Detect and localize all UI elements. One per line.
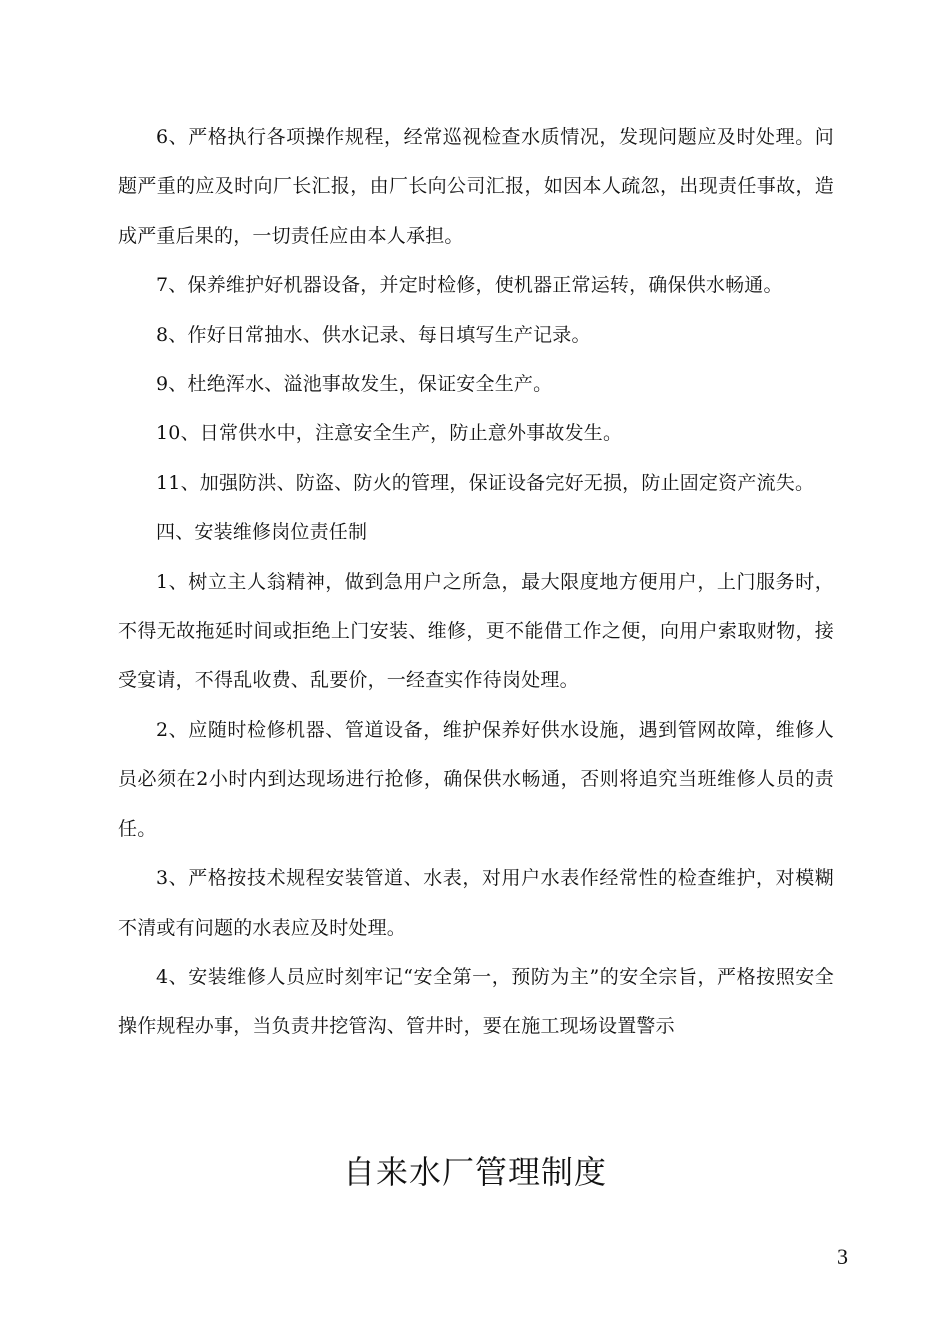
paragraph-8: 8、作好日常抽水、供水记录、每日填写生产记录。 — [156, 323, 591, 346]
paragraph-install-2: 2、应随时检修机器、管道设备，维护保养好供水设施，遇到管网故障，维修人员必须在2小时内到达现场进行抢修，确保供水畅通，否则将追究当班维修人员的责任。 — [118, 718, 834, 840]
paragraph-7: 7、保养维护好机器设备，并定时检修，使机器正常运转，确保供水畅通。 — [156, 274, 783, 297]
paragraph-10: 10、日常供水中，注意安全生产，防止意外事故发生。 — [156, 422, 623, 445]
footer-title: 自来水厂管理制度 — [342, 1153, 607, 1191]
paragraph-install-1: 1、树立主人翁精神，做到急用户之所急，最大限度地方便用户，上门服务时，不得无故拖延时间或拒绝上门安装、维修，更不能借工作之便，向用户索取财物，接受宴请，不得乱收费、乱要价，一经查实作待岗处理。 — [118, 570, 834, 692]
section-heading-installation: 四、安装维修岗位责任制 — [156, 521, 368, 544]
paragraph-11: 11、加强防洪、防盗、防火的管理，保证设备完好无损，防止固定资产流失。 — [156, 471, 815, 494]
page-number: 3 — [837, 1244, 848, 1269]
paragraph-install-4: 4、安装维修人员应时刻牢记“安全第一，预防为主”的安全宗旨，严格按照安全操作规程办事，当负责井挖管沟、管井时，要在施工现场设置警示 — [118, 965, 834, 1038]
paragraph-9: 9、杜绝浑水、溢池事故发生，保证安全生产。 — [156, 373, 553, 396]
document-body — [118, 113, 834, 1052]
paragraph-install-3: 3、严格按技术规程安装管道、水表，对用户水表作经常性的检查维护，对模糊不清或有问题的水表应及时处理。 — [118, 867, 834, 939]
paragraph-6: 6、严格执行各项操作规程，经常巡视检查水质情况，发现问题应及时处理。问题严重的应及时向厂长汇报，由厂长向公司汇报，如因本人疏忽，出现责任事故，造成严重后果的，一切责任应由本人承担。 — [118, 126, 834, 247]
